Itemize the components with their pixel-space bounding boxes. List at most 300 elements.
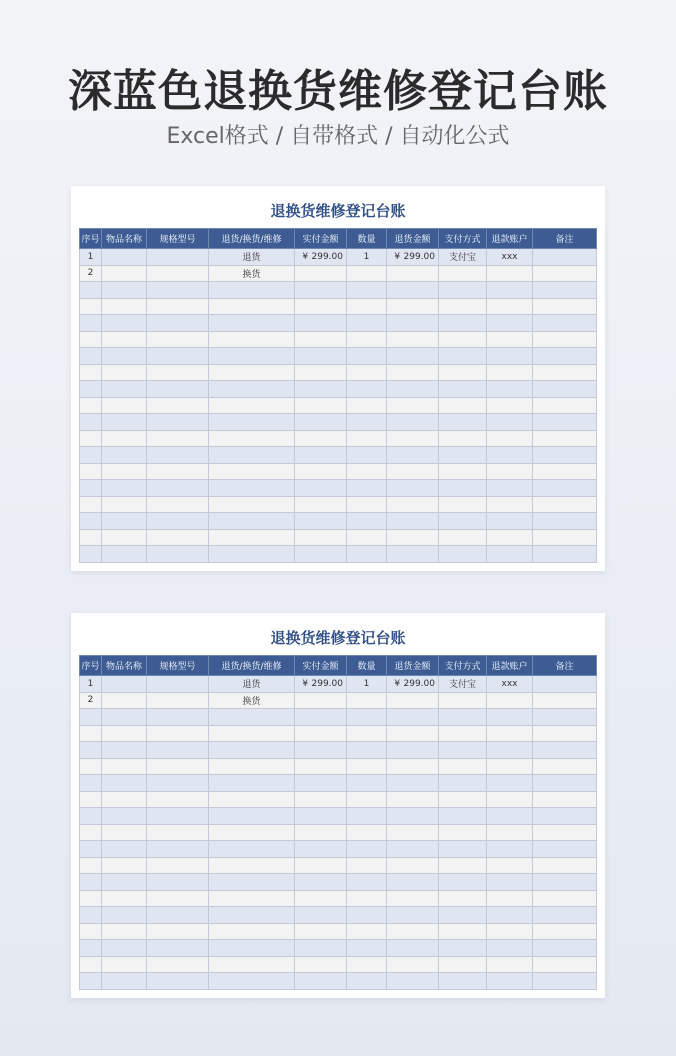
cell-refund-amount[interactable] [387,265,439,282]
cell-pay-method[interactable] [439,956,487,973]
cell-quantity[interactable] [347,546,387,563]
cell-index[interactable]: 2 [80,265,102,282]
cell-type[interactable] [209,841,295,858]
cell-note[interactable] [533,348,597,365]
cell-index[interactable] [80,725,102,742]
cell-type[interactable] [209,923,295,940]
cell-paid-amount[interactable] [295,907,347,924]
cell-spec[interactable] [147,546,209,563]
cell-note[interactable] [533,725,597,742]
cell-item-name[interactable] [102,725,147,742]
cell-spec[interactable] [147,890,209,907]
cell-paid-amount[interactable] [295,973,347,990]
cell-paid-amount[interactable] [295,725,347,742]
cell-refund-account[interactable] [487,956,533,973]
cell-index[interactable] [80,430,102,447]
cell-type[interactable] [209,940,295,957]
cell-type[interactable]: 退货 [209,249,295,266]
cell-paid-amount[interactable] [295,923,347,940]
cell-spec[interactable] [147,676,209,693]
cell-item-name[interactable] [102,463,147,480]
cell-refund-account[interactable] [487,397,533,414]
cell-quantity[interactable] [347,857,387,874]
cell-refund-amount[interactable] [387,315,439,332]
cell-refund-account[interactable] [487,890,533,907]
cell-item-name[interactable] [102,940,147,957]
cell-item-name[interactable] [102,447,147,464]
cell-item-name[interactable] [102,676,147,693]
cell-paid-amount[interactable] [295,841,347,858]
cell-item-name[interactable] [102,430,147,447]
cell-index[interactable] [80,397,102,414]
cell-index[interactable] [80,414,102,431]
cell-pay-method[interactable] [439,381,487,398]
cell-refund-account[interactable] [487,414,533,431]
cell-quantity[interactable] [347,364,387,381]
cell-spec[interactable] [147,874,209,891]
cell-index[interactable] [80,447,102,464]
cell-index[interactable] [80,348,102,365]
cell-refund-amount[interactable] [387,841,439,858]
cell-spec[interactable] [147,923,209,940]
cell-type[interactable] [209,956,295,973]
cell-paid-amount[interactable] [295,348,347,365]
cell-note[interactable] [533,430,597,447]
cell-item-name[interactable] [102,397,147,414]
cell-quantity[interactable] [347,348,387,365]
cell-refund-amount[interactable] [387,397,439,414]
cell-type[interactable] [209,529,295,546]
cell-type[interactable] [209,298,295,315]
cell-quantity[interactable] [347,956,387,973]
cell-spec[interactable] [147,907,209,924]
cell-spec[interactable] [147,463,209,480]
cell-type[interactable] [209,348,295,365]
cell-refund-amount[interactable] [387,430,439,447]
cell-type[interactable] [209,315,295,332]
cell-spec[interactable] [147,381,209,398]
cell-type[interactable]: 退货 [209,676,295,693]
cell-type[interactable] [209,282,295,299]
cell-spec[interactable] [147,496,209,513]
cell-item-name[interactable] [102,298,147,315]
cell-paid-amount[interactable] [295,791,347,808]
cell-refund-amount[interactable] [387,298,439,315]
cell-refund-amount[interactable] [387,513,439,530]
cell-item-name[interactable] [102,824,147,841]
cell-item-name[interactable] [102,758,147,775]
cell-type[interactable] [209,857,295,874]
cell-spec[interactable] [147,758,209,775]
cell-spec[interactable] [147,315,209,332]
cell-type[interactable] [209,775,295,792]
cell-pay-method[interactable] [439,265,487,282]
cell-refund-account[interactable] [487,874,533,891]
cell-note[interactable] [533,692,597,709]
cell-note[interactable] [533,973,597,990]
cell-index[interactable] [80,480,102,497]
cell-pay-method[interactable] [439,298,487,315]
cell-pay-method[interactable] [439,725,487,742]
cell-index[interactable]: 1 [80,249,102,266]
cell-item-name[interactable] [102,742,147,759]
cell-note[interactable] [533,709,597,726]
cell-index[interactable]: 2 [80,692,102,709]
cell-note[interactable] [533,956,597,973]
cell-item-name[interactable] [102,973,147,990]
cell-quantity[interactable] [347,397,387,414]
cell-pay-method[interactable] [439,907,487,924]
cell-paid-amount[interactable] [295,298,347,315]
cell-refund-amount[interactable] [387,331,439,348]
cell-quantity[interactable] [347,874,387,891]
cell-refund-amount[interactable] [387,676,439,693]
cell-item-name[interactable] [102,480,147,497]
cell-index[interactable] [80,298,102,315]
cell-type[interactable] [209,414,295,431]
cell-refund-amount[interactable] [387,923,439,940]
cell-note[interactable] [533,315,597,332]
cell-spec[interactable] [147,709,209,726]
cell-refund-amount[interactable] [387,529,439,546]
cell-spec[interactable] [147,973,209,990]
cell-index[interactable] [80,841,102,858]
cell-type[interactable] [209,874,295,891]
cell-refund-account[interactable] [487,709,533,726]
cell-type[interactable] [209,381,295,398]
cell-refund-amount[interactable] [387,874,439,891]
cell-pay-method[interactable] [439,758,487,775]
cell-type[interactable] [209,331,295,348]
cell-note[interactable] [533,265,597,282]
cell-pay-method[interactable] [439,364,487,381]
cell-spec[interactable] [147,249,209,266]
cell-refund-account[interactable] [487,447,533,464]
cell-item-name[interactable] [102,808,147,825]
cell-note[interactable] [533,857,597,874]
cell-type[interactable] [209,513,295,530]
cell-note[interactable] [533,463,597,480]
cell-note[interactable] [533,923,597,940]
cell-note[interactable] [533,742,597,759]
cell-refund-account[interactable] [487,529,533,546]
cell-paid-amount[interactable] [295,364,347,381]
cell-refund-amount[interactable] [387,381,439,398]
cell-spec[interactable] [147,529,209,546]
cell-type[interactable] [209,463,295,480]
cell-pay-method[interactable] [439,775,487,792]
cell-refund-amount[interactable] [387,890,439,907]
cell-spec[interactable] [147,808,209,825]
cell-type[interactable] [209,709,295,726]
cell-paid-amount[interactable] [295,414,347,431]
cell-item-name[interactable] [102,890,147,907]
cell-pay-method[interactable] [439,414,487,431]
cell-note[interactable] [533,874,597,891]
cell-item-name[interactable] [102,857,147,874]
cell-paid-amount[interactable] [295,890,347,907]
cell-paid-amount[interactable] [295,775,347,792]
cell-index[interactable] [80,282,102,299]
cell-pay-method[interactable] [439,874,487,891]
cell-note[interactable] [533,808,597,825]
cell-quantity[interactable] [347,725,387,742]
cell-pay-method[interactable] [439,529,487,546]
cell-spec[interactable] [147,265,209,282]
cell-pay-method[interactable] [439,348,487,365]
cell-index[interactable] [80,874,102,891]
cell-type[interactable] [209,725,295,742]
cell-pay-method[interactable] [439,742,487,759]
cell-refund-amount[interactable] [387,348,439,365]
cell-index[interactable] [80,940,102,957]
cell-refund-account[interactable] [487,758,533,775]
cell-note[interactable] [533,841,597,858]
cell-index[interactable] [80,758,102,775]
cell-refund-amount[interactable] [387,725,439,742]
cell-note[interactable] [533,758,597,775]
cell-refund-account[interactable] [487,348,533,365]
cell-refund-amount[interactable] [387,249,439,266]
cell-note[interactable] [533,447,597,464]
cell-pay-method[interactable] [439,496,487,513]
cell-quantity[interactable] [347,890,387,907]
cell-refund-account[interactable] [487,742,533,759]
cell-spec[interactable] [147,841,209,858]
cell-index[interactable] [80,331,102,348]
cell-spec[interactable] [147,513,209,530]
cell-quantity[interactable] [347,496,387,513]
cell-paid-amount[interactable] [295,447,347,464]
cell-item-name[interactable] [102,282,147,299]
cell-spec[interactable] [147,397,209,414]
cell-note[interactable] [533,824,597,841]
cell-index[interactable] [80,496,102,513]
cell-refund-account[interactable] [487,775,533,792]
cell-type[interactable] [209,890,295,907]
cell-refund-amount[interactable] [387,496,439,513]
cell-index[interactable] [80,463,102,480]
cell-paid-amount[interactable] [295,282,347,299]
cell-item-name[interactable] [102,364,147,381]
cell-item-name[interactable] [102,348,147,365]
cell-refund-account[interactable] [487,725,533,742]
cell-refund-account[interactable] [487,513,533,530]
cell-pay-method[interactable] [439,791,487,808]
cell-spec[interactable] [147,824,209,841]
cell-spec[interactable] [147,414,209,431]
cell-refund-account[interactable] [487,463,533,480]
cell-item-name[interactable] [102,381,147,398]
cell-type[interactable] [209,808,295,825]
cell-spec[interactable] [147,348,209,365]
cell-refund-amount[interactable] [387,447,439,464]
cell-index[interactable] [80,808,102,825]
cell-spec[interactable] [147,857,209,874]
cell-quantity[interactable] [347,940,387,957]
cell-quantity[interactable] [347,430,387,447]
cell-refund-account[interactable] [487,298,533,315]
cell-quantity[interactable] [347,480,387,497]
cell-paid-amount[interactable] [295,808,347,825]
cell-quantity[interactable] [347,907,387,924]
cell-index[interactable] [80,709,102,726]
cell-type[interactable] [209,758,295,775]
cell-index[interactable] [80,791,102,808]
cell-paid-amount[interactable] [295,824,347,841]
cell-pay-method[interactable] [439,282,487,299]
cell-quantity[interactable] [347,742,387,759]
cell-type[interactable] [209,430,295,447]
cell-paid-amount[interactable] [295,676,347,693]
cell-index[interactable] [80,546,102,563]
cell-item-name[interactable] [102,496,147,513]
cell-item-name[interactable] [102,791,147,808]
cell-type[interactable]: 换货 [209,692,295,709]
cell-quantity[interactable] [347,692,387,709]
cell-quantity[interactable] [347,331,387,348]
cell-item-name[interactable] [102,529,147,546]
cell-index[interactable] [80,907,102,924]
cell-quantity[interactable] [347,824,387,841]
cell-quantity[interactable] [347,923,387,940]
cell-spec[interactable] [147,430,209,447]
cell-index[interactable] [80,890,102,907]
cell-refund-account[interactable] [487,364,533,381]
cell-item-name[interactable] [102,775,147,792]
cell-pay-method[interactable] [439,692,487,709]
cell-refund-account[interactable] [487,381,533,398]
cell-note[interactable] [533,676,597,693]
cell-item-name[interactable] [102,331,147,348]
cell-refund-amount[interactable] [387,824,439,841]
cell-type[interactable] [209,447,295,464]
cell-item-name[interactable] [102,841,147,858]
cell-spec[interactable] [147,282,209,299]
cell-refund-amount[interactable] [387,775,439,792]
cell-quantity[interactable] [347,775,387,792]
cell-refund-account[interactable]: xxx [487,249,533,266]
cell-paid-amount[interactable] [295,331,347,348]
cell-refund-amount[interactable] [387,808,439,825]
cell-note[interactable] [533,414,597,431]
cell-note[interactable] [533,529,597,546]
cell-item-name[interactable] [102,692,147,709]
cell-index[interactable] [80,364,102,381]
cell-item-name[interactable] [102,513,147,530]
cell-paid-amount[interactable] [295,874,347,891]
cell-refund-account[interactable]: xxx [487,676,533,693]
cell-refund-amount[interactable] [387,480,439,497]
cell-quantity[interactable] [347,315,387,332]
cell-note[interactable] [533,940,597,957]
cell-paid-amount[interactable] [295,709,347,726]
cell-note[interactable] [533,496,597,513]
cell-index[interactable] [80,529,102,546]
cell-type[interactable] [209,397,295,414]
cell-paid-amount[interactable] [295,397,347,414]
cell-item-name[interactable] [102,874,147,891]
cell-type[interactable] [209,824,295,841]
cell-paid-amount[interactable] [295,692,347,709]
cell-spec[interactable] [147,331,209,348]
cell-item-name[interactable] [102,709,147,726]
cell-paid-amount[interactable] [295,857,347,874]
cell-paid-amount[interactable] [295,381,347,398]
cell-paid-amount[interactable] [295,529,347,546]
cell-index[interactable] [80,775,102,792]
cell-refund-account[interactable] [487,496,533,513]
cell-pay-method[interactable] [439,841,487,858]
cell-type[interactable] [209,364,295,381]
cell-item-name[interactable] [102,414,147,431]
cell-refund-account[interactable] [487,480,533,497]
cell-refund-account[interactable] [487,940,533,957]
cell-refund-amount[interactable] [387,907,439,924]
cell-refund-amount[interactable] [387,414,439,431]
cell-item-name[interactable] [102,315,147,332]
cell-pay-method[interactable] [439,513,487,530]
cell-index[interactable] [80,923,102,940]
cell-quantity[interactable] [347,447,387,464]
cell-paid-amount[interactable] [295,430,347,447]
cell-refund-amount[interactable] [387,282,439,299]
cell-pay-method[interactable] [439,546,487,563]
cell-item-name[interactable] [102,546,147,563]
cell-spec[interactable] [147,692,209,709]
cell-refund-account[interactable] [487,430,533,447]
cell-spec[interactable] [147,956,209,973]
cell-index[interactable] [80,973,102,990]
cell-paid-amount[interactable] [295,496,347,513]
cell-refund-amount[interactable] [387,758,439,775]
cell-quantity[interactable] [347,808,387,825]
cell-note[interactable] [533,381,597,398]
cell-quantity[interactable] [347,414,387,431]
cell-refund-amount[interactable] [387,791,439,808]
cell-type[interactable] [209,973,295,990]
cell-pay-method[interactable] [439,397,487,414]
cell-index[interactable] [80,956,102,973]
cell-index[interactable]: 1 [80,676,102,693]
cell-refund-account[interactable] [487,907,533,924]
cell-quantity[interactable] [347,265,387,282]
cell-refund-account[interactable] [487,331,533,348]
cell-type[interactable]: 换货 [209,265,295,282]
cell-note[interactable] [533,791,597,808]
cell-note[interactable] [533,907,597,924]
cell-note[interactable] [533,364,597,381]
cell-pay-method[interactable] [439,315,487,332]
cell-refund-amount[interactable] [387,956,439,973]
cell-type[interactable] [209,546,295,563]
cell-pay-method[interactable] [439,331,487,348]
cell-refund-account[interactable] [487,315,533,332]
cell-refund-account[interactable] [487,791,533,808]
cell-pay-method[interactable]: 支付宝 [439,676,487,693]
cell-item-name[interactable] [102,249,147,266]
cell-note[interactable] [533,249,597,266]
cell-index[interactable] [80,742,102,759]
cell-refund-account[interactable] [487,857,533,874]
cell-spec[interactable] [147,940,209,957]
cell-index[interactable] [80,824,102,841]
cell-refund-account[interactable] [487,824,533,841]
cell-note[interactable] [533,546,597,563]
cell-type[interactable] [209,791,295,808]
cell-quantity[interactable]: 1 [347,676,387,693]
cell-quantity[interactable] [347,463,387,480]
